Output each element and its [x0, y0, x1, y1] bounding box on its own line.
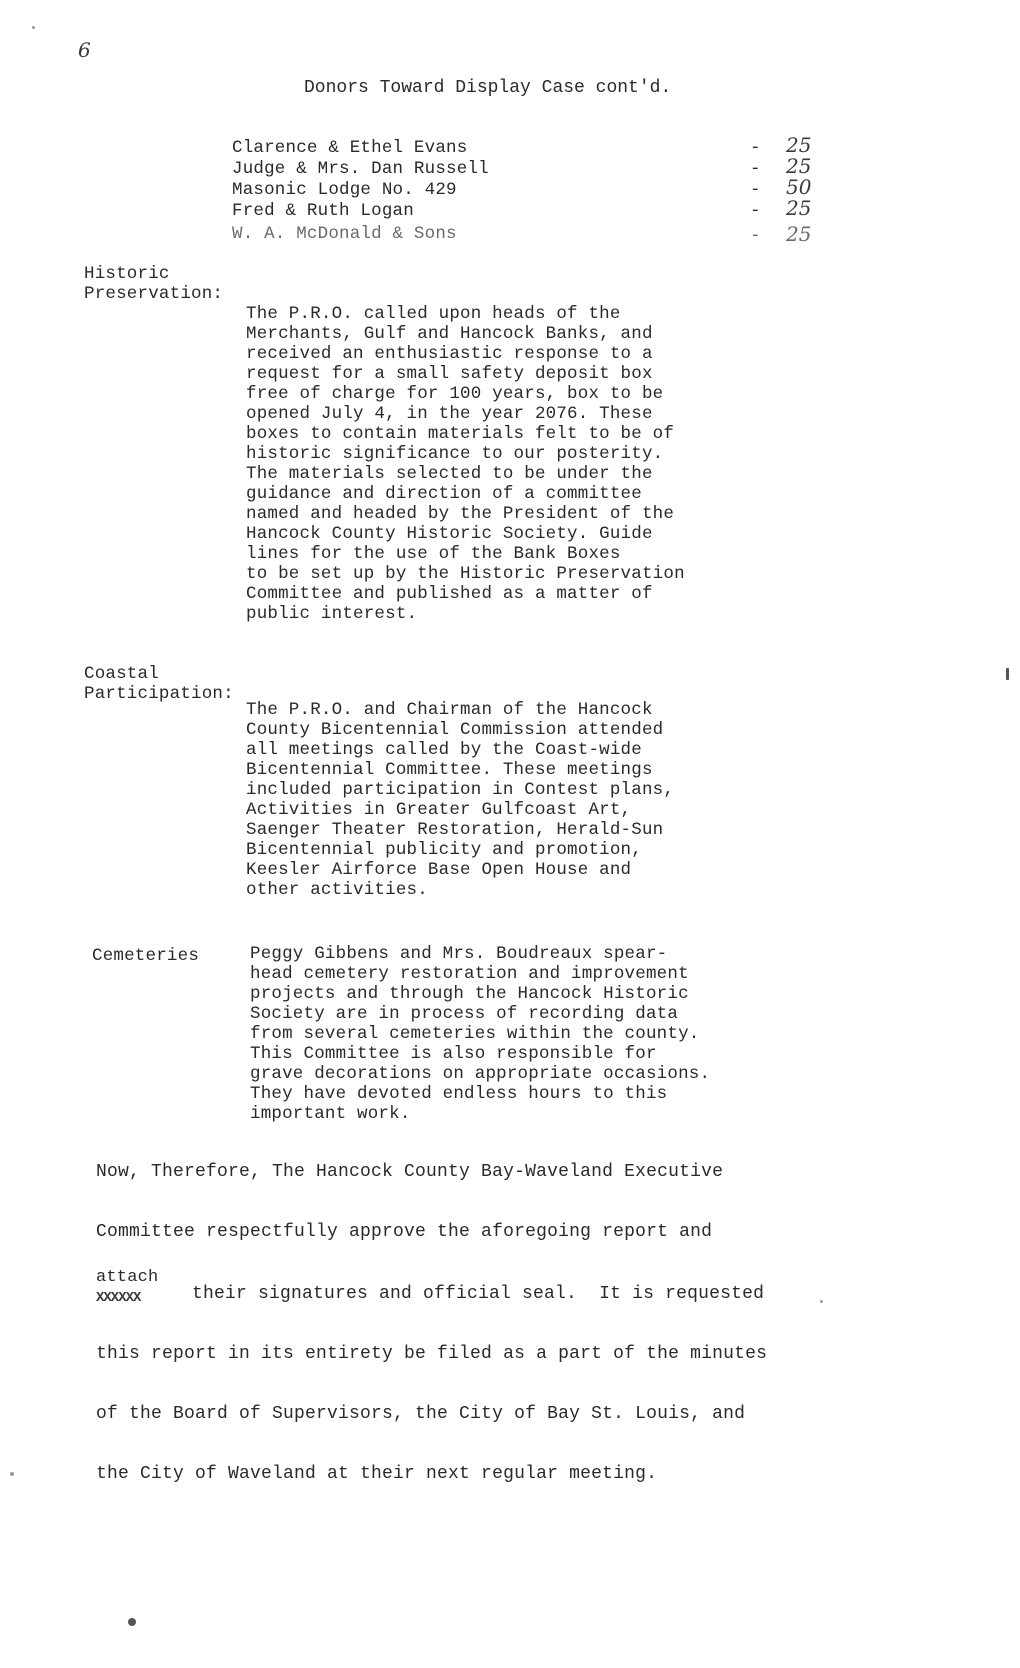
paragraph-line: The P.R.O. and Chairman of the Hancock	[246, 700, 653, 720]
donor-amount: 50	[786, 175, 812, 199]
section-label: Cemeteries	[92, 946, 200, 966]
section-label: Participation:	[84, 684, 234, 704]
paragraph-line: from several cemeteries within the county.	[250, 1024, 700, 1044]
paragraph-line: lines for the use of the Bank Boxes	[246, 544, 621, 564]
donor-dash: -	[750, 180, 761, 200]
paragraph-line: received an enthusiastic response to a	[246, 344, 653, 364]
paragraph-line: included participation in Contest plans,	[246, 780, 675, 800]
paragraph-line: They have devoted endless hours to this	[250, 1084, 668, 1104]
paragraph-line: head cemetery restoration and improvement	[250, 964, 689, 984]
donor-amount: 25	[786, 154, 812, 178]
section-label: Historic	[84, 264, 170, 284]
paragraph-line: projects and through the Hancock Historic	[250, 984, 689, 1004]
paragraph-line: historic significance to our posterity.	[246, 444, 664, 464]
paragraph-line: Society are in process of recording data	[250, 1004, 679, 1024]
paragraph-line: Saenger Theater Restoration, Herald-Sun	[246, 820, 664, 840]
struck-out-word: XXXXXX	[96, 1290, 141, 1306]
donor-dash: -	[750, 138, 761, 158]
paragraph-line: free of charge for 100 years, box to be	[246, 384, 664, 404]
inserted-word: attach	[96, 1268, 159, 1287]
page-number: 6	[78, 38, 91, 62]
scan-speck	[1006, 668, 1009, 680]
closing-line: the City of Waveland at their next regular meeting.	[96, 1464, 658, 1484]
donor-amount: 25	[786, 196, 812, 220]
donor-dash: -	[750, 159, 761, 179]
page-title: Donors Toward Display Case cont'd.	[304, 78, 672, 98]
paragraph-line: Keesler Airforce Base Open House and	[246, 860, 632, 880]
paragraph-line: all meetings called by the Coast-wide	[246, 740, 642, 760]
scan-speck	[10, 1472, 14, 1476]
paragraph-line: named and headed by the President of the	[246, 504, 675, 524]
donor-dash: -	[750, 226, 761, 246]
paragraph-line: County Bicentennial Commission attended	[246, 720, 664, 740]
closing-line: Committee respectfully approve the aforegoing report and	[96, 1222, 713, 1242]
closing-line: Now, Therefore, The Hancock County Bay-Waveland Executive	[96, 1162, 724, 1182]
section-label: Preservation:	[84, 284, 224, 304]
paragraph-line: public interest.	[246, 604, 418, 624]
donor-dash: -	[750, 201, 761, 221]
paragraph-line: Committee and published as a matter of	[246, 584, 653, 604]
paragraph-line: The materials selected to be under the	[246, 464, 653, 484]
paragraph-line: Bicentennial publicity and promotion,	[246, 840, 642, 860]
scan-speck	[32, 26, 35, 29]
donor-amount: 25	[786, 222, 812, 246]
scan-speck	[820, 1300, 823, 1303]
paragraph-line: Activities in Greater Gulfcoast Art,	[246, 800, 632, 820]
paragraph-line: boxes to contain materials felt to be of	[246, 424, 675, 444]
closing-line: this report in its entirety be filed as a part of the minutes	[96, 1344, 768, 1364]
paragraph-line: Hancock County Historic Society. Guide	[246, 524, 653, 544]
donor-name: Fred & Ruth Logan	[232, 201, 414, 221]
paragraph-line: to be set up by the Historic Preservation	[246, 564, 685, 584]
paragraph-line: other activities.	[246, 880, 428, 900]
paragraph-line: The P.R.O. called upon heads of the	[246, 304, 621, 324]
paragraph-line: grave decorations on appropriate occasions.	[250, 1064, 711, 1084]
paragraph-line: Merchants, Gulf and Hancock Banks, and	[246, 324, 653, 344]
paragraph-line: Peggy Gibbens and Mrs. Boudreaux spear-	[250, 944, 668, 964]
closing-line: of the Board of Supervisors, the City of Bay St. Louis, and	[96, 1404, 746, 1424]
paragraph-line: Bicentennial Committee. These meetings	[246, 760, 653, 780]
donor-name: W. A. McDonald & Sons	[232, 224, 457, 244]
paragraph-line: guidance and direction of a committee	[246, 484, 642, 504]
closing-line: their signatures and official seal. It is requested	[192, 1284, 765, 1304]
scan-speck	[128, 1618, 136, 1626]
paragraph-line: opened July 4, in the year 2076. These	[246, 404, 653, 424]
paragraph-line: request for a small safety deposit box	[246, 364, 653, 384]
paragraph-line: This Committee is also responsible for	[250, 1044, 657, 1064]
donor-name: Clarence & Ethel Evans	[232, 138, 468, 158]
paragraph-line: important work.	[250, 1104, 411, 1124]
section-label: Coastal	[84, 664, 159, 684]
donor-name: Masonic Lodge No. 429	[232, 180, 457, 200]
donor-name: Judge & Mrs. Dan Russell	[232, 159, 489, 179]
donor-amount: 25	[786, 133, 812, 157]
